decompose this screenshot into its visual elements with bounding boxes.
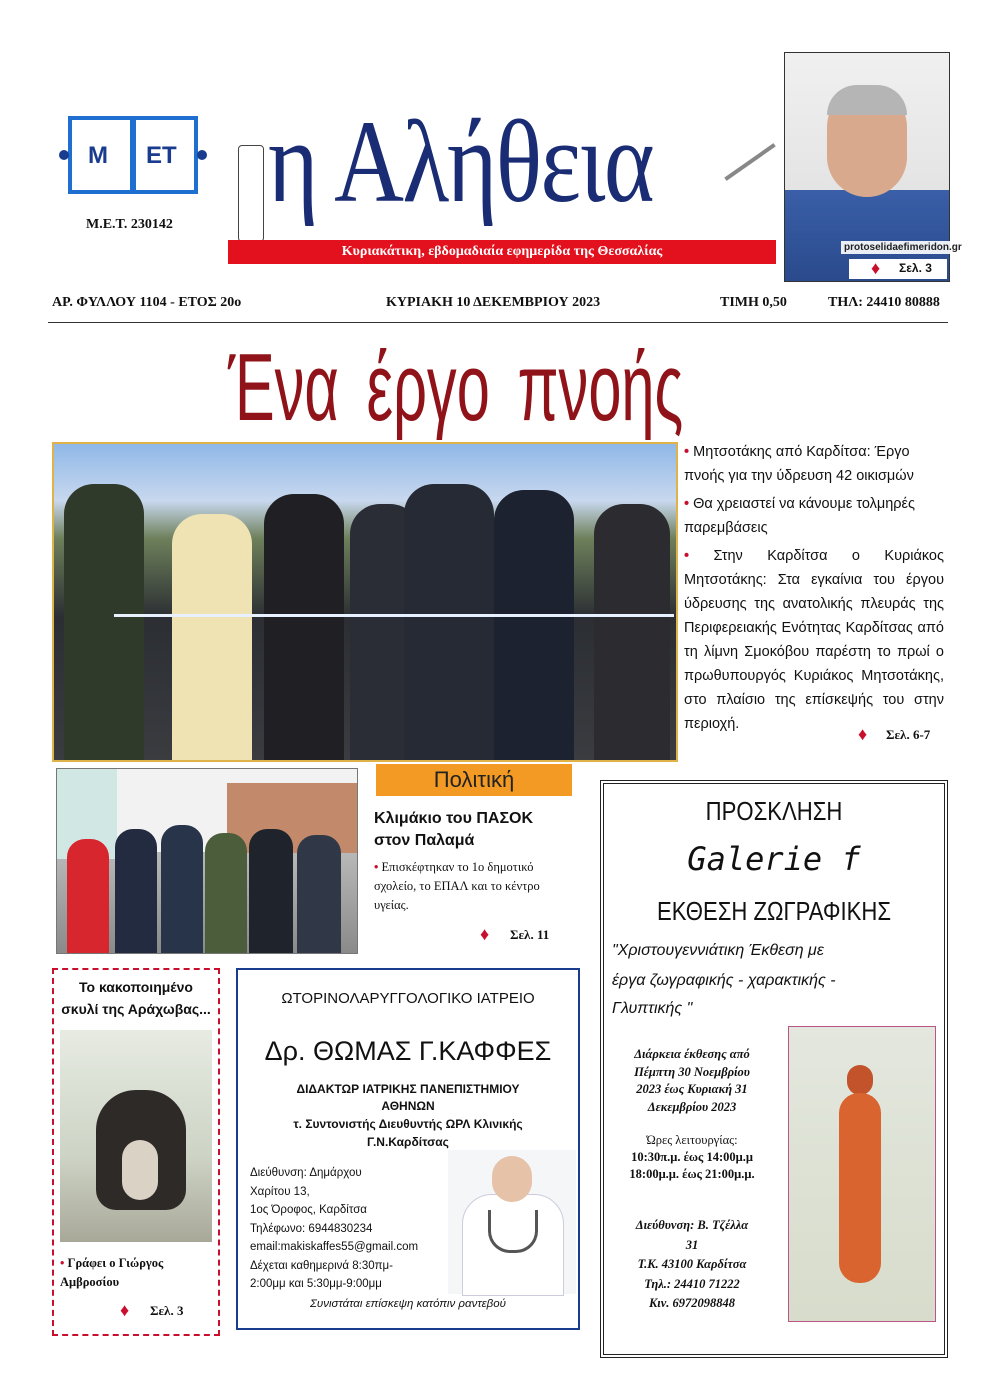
met-logo [58,112,208,202]
hours-line-1: Ώρες λειτουργίας: [646,1133,738,1147]
diamond-icon: ♦ [858,724,868,744]
doctor-line-4: Τηλέφωνο: 6944830234 [250,1222,373,1235]
group-person-5 [249,829,293,953]
diamond-icon: ♦ [120,1300,130,1320]
dog-story-author: • Γράφει ο Γιώργος Αμβροσίου [60,1254,200,1292]
duration-line-1: Διάρκεια έκθεσης από [634,1047,750,1061]
duration-line-2: Πέμπτη 30 Νοεμβρίου [634,1064,750,1079]
hours-line-2: 10:30π.μ. έως 14:00μ.μ [631,1150,753,1164]
person-7 [594,504,670,760]
doctor-details [250,1164,450,1294]
address-line-2: 31 [685,1237,699,1252]
dog-page-ref[interactable]: Σελ. 3 [150,1303,184,1318]
diamond-icon: ♦ [480,924,490,944]
dog-chest [122,1140,158,1200]
issue-phone: ΤΗΛ: 24410 80888 [828,295,940,310]
person-6 [494,490,574,760]
group-person-2 [115,829,157,953]
met-code: Μ.Ε.Τ. 230142 [86,217,173,232]
painting [788,1026,936,1322]
address-line-3: Τ.Κ. 43100 Καρδίτσα [637,1257,747,1271]
doctor-head [492,1156,532,1202]
gallery-exhibit: ΕΚΘΕΣΗ ΖΩΓΡΑΦΙΚΗΣ [656,896,892,926]
main-story-ref[interactable] [858,726,948,748]
gallery-desc-1: "Χριστουγεννιάτικη Έκθεση με [612,942,824,959]
person-3 [264,494,344,760]
doctor-line-1: Διεύθυνση: Δημάρχου [250,1167,362,1179]
dog-story-ref[interactable] [120,1302,210,1324]
book-icon [58,112,208,202]
met-logo-left: Μ [88,142,108,169]
politics-photo [56,768,358,954]
doctor-degree-1: ΔΙΔΑΚΤΩΡ ΙΑΤΡΙΚΗΣ ΠΑΝΕΠΙΣΤΗΜΙΟΥ [296,1082,520,1096]
main-bullet-2: • Θα χρειαστεί να κάνουμε τολμηρές παρεμβάσεις [684,492,944,540]
diamond-icon: ♦ [871,258,881,278]
politics-section-label[interactable]: Πολιτική [376,764,572,796]
gallery-desc-2: έργα ζωγραφικής - χαρακτικής - [612,972,836,989]
issue-number: ΑΡ. ΦΥΛΛΟΥ 1104 - ΕΤΟΣ 20ο [52,295,242,310]
doctor-role-1: τ. Συντονιστής Διευθυντής ΩΡΛ Κλινικής [293,1117,523,1131]
dog-story-title[interactable]: Το κακοποιημένο σκυλί της Αράχωβας... [61,979,211,1017]
gallery-name: Galerie f [687,840,861,878]
politics-bullet: • Επισκέφτηκαν το 1ο δημοτικό σχολείο, το ΕΠΑΛ και το κέντρο υγείας. [374,858,560,915]
gallery-duration [606,1046,778,1116]
politics-page-ref[interactable]: Σελ. 11 [510,927,550,942]
doctor-footer: Συνιστάται επίσκεψη κατόπιν ραντεβού [310,1298,506,1310]
portrait-page-ref[interactable]: Σελ. 3 [899,261,932,275]
politics-title[interactable]: Κλιμάκιο του ΠΑΣΟΚ στον Παλαμά [374,810,534,849]
newspaper-subtitle: Κυριακάτικη, εβδομαδιαία εφημερίδα της Θεσσαλίας [228,240,776,264]
group-person-1 [67,839,109,953]
address-line-5: Κιν. 6972098848 [648,1296,736,1310]
gallery-invite: ΠΡΟΣΚΛΗΣΗ [705,796,843,826]
group-person-4 [205,833,247,953]
main-headline[interactable]: Ένα έργο πνοής [228,334,684,441]
hours-line-3: 18:00μ.μ. έως 21:00μ.μ. [629,1167,755,1181]
doctor-name: Δρ. ΘΩΜΑΣ Γ.ΚΑΦΦΕΣ [264,1036,552,1066]
portrait-watermark: protoselidaefimeridon.gr [841,241,965,254]
doctor-clinic: ΩΤΟΡΙΝΟΛΑΡΥΓΓΟΛΟΓΙΚΟ ΙΑΤΡΕΙΟ [281,990,535,1007]
person-1 [64,484,144,760]
doctor-degree-2: ΑΘΗΝΩΝ [381,1099,435,1113]
issue-price: ΤΙΜΗ 0,50 [720,295,787,310]
group-person-6 [297,835,341,953]
met-logo-right: ΕΤ [146,142,177,169]
stethoscope-icon [488,1210,538,1253]
ribbon [114,614,674,617]
portrait-ref-box [849,259,947,279]
address-line-1: Διεύθυνση: Β. Τζέλλα [635,1218,749,1232]
pen-icon [724,143,775,181]
info-divider [48,322,948,323]
main-bullet-3: • Στην Καρδίτσα ο Κυριάκος Μητσοτάκης: Στα εγκαίνια του έργου ύδρευσης της ανατολικής πλευράς της Περιφερειακής Ενότητας Καρδίτσας από τη λίμνη Σμοκόβου παρέστη το πρωί ο πρωθυπουργός Κυριάκος Μητσοτάκης, στο πλαίσιο της επίσκεψής του στην περιοχή. [684,544,944,736]
main-photo [52,442,678,762]
main-story [684,440,944,736]
gallery-address [606,1216,778,1314]
group-person-3 [161,825,203,953]
doctor-email[interactable]: email:makiskaffes55@gmail.com [250,1241,419,1253]
duration-line-4: Δεκεμβρίου 2023 [647,1099,737,1114]
gallery-desc-3: Γλυπτικής " [612,1000,693,1017]
doctor-line-2: Χαρίτου 13, [250,1185,310,1198]
doctor-line-7: 2:00μμ και 5:30μμ-9:00μμ [250,1278,382,1290]
politics-ref[interactable] [480,926,570,948]
painting-figure-head [847,1065,873,1095]
issue-date: ΚΥΡΙΑΚΗ 10 ΔΕΚΕΜΒΡΙΟΥ 2023 [386,295,601,310]
main-bullet-1: • Μητσοτάκης από Καρδίτσα: Έργο πνοής για την ύδρευση 42 οικισμών [684,440,944,488]
gallery-hours [606,1132,778,1183]
dog-photo [60,1030,212,1242]
painting-figure-body [839,1093,881,1283]
mini-seal-icon [238,145,264,242]
doctor-figure [448,1150,576,1294]
person-5 [404,484,494,760]
doctor-line-3: 1ος Όροφος, Καρδίτσα [250,1204,367,1216]
person-2 [172,514,252,760]
newspaper-title: η Αλήθεια [268,96,653,227]
portrait-hair [827,85,907,115]
doctor-line-6: Δέχεται καθημερινά 8:30πμ- [250,1259,394,1272]
duration-line-3: 2023 έως Κυριακή 31 [636,1082,748,1096]
main-page-ref[interactable]: Σελ. 6-7 [886,727,931,742]
columnist-portrait [784,52,962,282]
doctor-role-2: Γ.Ν.Καρδίτσας [367,1135,449,1149]
address-line-4: Τηλ.: 24410 71222 [644,1276,740,1291]
